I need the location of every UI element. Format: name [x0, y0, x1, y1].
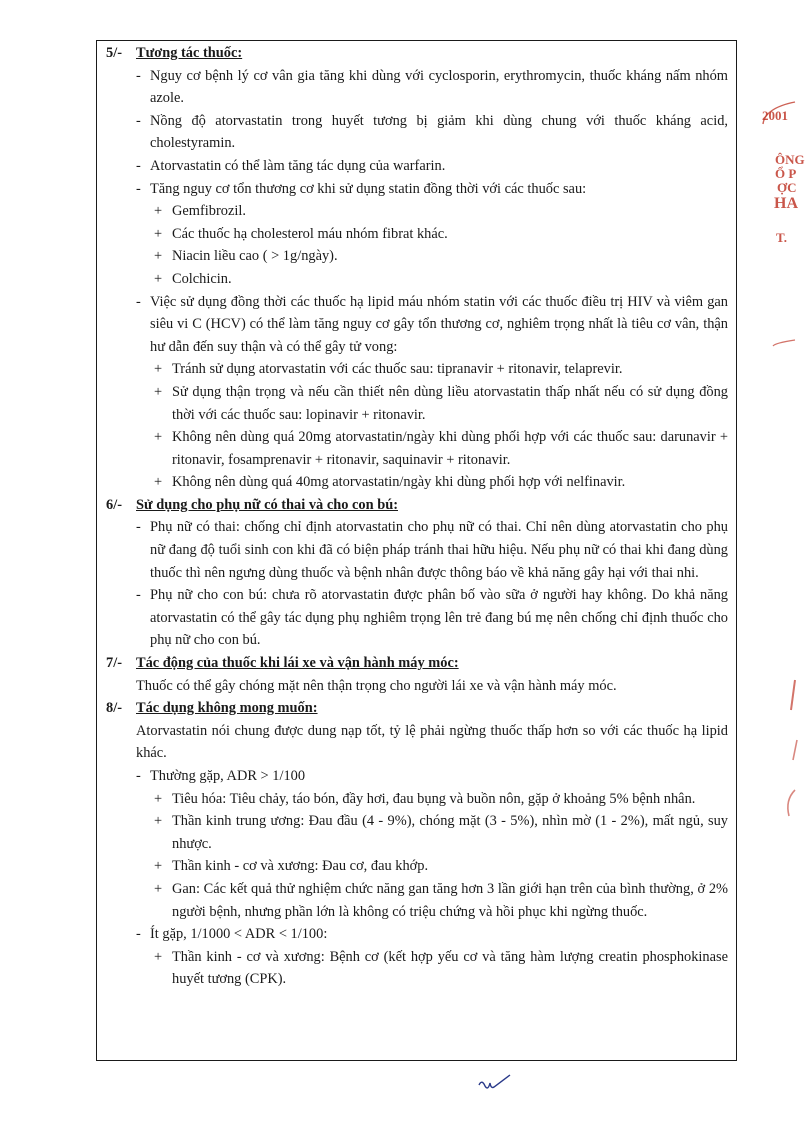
- section-heading: [106, 697, 728, 720]
- section-title: Tương tác thuốc:: [136, 45, 243, 61]
- plus-bullet: +: [154, 790, 163, 807]
- list-item: [106, 855, 728, 878]
- plus-bullet: +: [154, 474, 163, 491]
- item-text: Phụ nữ cho con bú: chưa rõ atorvastatin được phân bố vào sữa ở người hay không. Do khả năng atorvastatin có thể gây tác dụng phụ nghiêm trọng lên trẻ đang bú mẹ nên chống chỉ định thuốc cho phụ nữ cho con bú.: [150, 587, 728, 649]
- dash-bullet: -: [136, 67, 141, 84]
- list-item: [106, 65, 728, 110]
- stamp-fragment-6: T.: [776, 230, 787, 245]
- item-text: Không nên dùng quá 20mg atorvastatin/ngày khi dùng phối hợp với các thuốc sau: darunavir + ritonavir, fosamprenavir + ritonavir, saquinavir + ritonavir.: [172, 429, 728, 468]
- dash-bullet: -: [136, 112, 141, 129]
- list-item: [106, 245, 728, 268]
- plus-bullet: +: [154, 813, 163, 830]
- item-text: Tiêu hóa: Tiêu chảy, táo bón, đầy hơi, đau bụng và buồn nôn, gặp ở khoảng 5% bệnh nhân.: [172, 790, 696, 807]
- item-text: Việc sử dụng đồng thời các thuốc hạ lipid máu nhóm statin với các thuốc điều trị HIV và viêm gan siêu vi C (HCV) có thể làm tăng nguy cơ gây tổn thương cơ, nghiêm trọng nhất là tiêu cơ vân, thận hư dẫn đến suy thận và có thể gây tử vong:: [150, 293, 728, 355]
- list-item: [106, 223, 728, 246]
- stamp-fragment-3: Ổ P: [775, 166, 797, 181]
- list-item: [106, 675, 728, 698]
- dash-bullet: -: [136, 157, 141, 174]
- signature: [476, 1073, 516, 1097]
- section-title: Sử dụng cho phụ nữ có thai và cho con bú:: [136, 496, 398, 513]
- plus-bullet: +: [154, 429, 163, 446]
- list-item: [106, 946, 728, 991]
- plus-bullet: +: [154, 225, 163, 242]
- list-item: [106, 788, 728, 811]
- plus-bullet: +: [154, 948, 163, 965]
- section-number: 7/-: [106, 655, 122, 672]
- item-text: Thuốc có thể gây chóng mặt nên thận trọng cho người lái xe và vận hành máy móc.: [136, 677, 617, 694]
- item-text: Niacin liều cao ( > 1g/ngày).: [172, 248, 338, 265]
- item-text: Atorvastatin nói chung được dung nạp tốt, tỷ lệ phải ngừng thuốc thấp hơn so với các thuốc hạ lipid khác.: [136, 722, 728, 762]
- section-heading: [106, 652, 728, 675]
- item-text: Thần kinh trung ương: Đau đầu (4 - 9%), chóng mặt (3 - 5%), nhìn mờ (1 - 2%), mất ngủ, suy nhược.: [172, 813, 728, 852]
- item-text: Tăng nguy cơ tổn thương cơ khi sử dụng statin đồng thời với các thuốc sau:: [150, 180, 587, 197]
- dash-bullet: -: [136, 180, 141, 197]
- dash-bullet: -: [136, 926, 141, 943]
- plus-bullet: +: [154, 880, 163, 897]
- plus-bullet: +: [154, 361, 163, 378]
- list-item: [106, 923, 728, 946]
- list-item: [106, 516, 728, 584]
- dash-bullet: -: [136, 519, 141, 536]
- list-item: [106, 765, 728, 788]
- plus-bullet: +: [154, 248, 163, 265]
- section-heading: [106, 42, 728, 65]
- item-text: Colchicin.: [172, 270, 232, 287]
- list-item: [106, 358, 728, 381]
- item-text: Phụ nữ có thai: chống chỉ định atorvastatin cho phụ nữ có thai. Chỉ nên dùng atorvastatin cho phụ nữ đang độ tuổi sinh con khi đã có biện pháp tránh thai hữu hiệu. Nếu phụ nữ có thai khi đang dùng thuốc thì nên ngưng dùng thuốc và bệnh nhân được thông báo về khả năng gây hại với thai nhi.: [150, 519, 728, 581]
- item-text: Các thuốc hạ cholesterol máu nhóm fibrat khác.: [172, 225, 448, 242]
- list-item: [106, 268, 728, 291]
- stamp-fragment-1: 2001: [762, 108, 788, 123]
- list-item: [106, 720, 728, 765]
- dash-bullet: -: [136, 293, 141, 310]
- dash-bullet: -: [136, 768, 141, 784]
- plus-bullet: +: [154, 270, 163, 287]
- stamp-fragment-2: ÔNG: [775, 152, 805, 167]
- list-item: [106, 155, 728, 178]
- list-item: [106, 200, 728, 223]
- section-heading: [106, 494, 728, 517]
- list-item: [106, 471, 728, 494]
- list-item: [106, 426, 728, 471]
- item-text: Tránh sử dụng atorvastatin với các thuốc sau: tipranavir + ritonavir, telaprevir.: [172, 361, 623, 378]
- plus-bullet: +: [154, 383, 163, 400]
- section-number: 5/-: [106, 45, 122, 61]
- stamp-fragment-4: ỢC: [777, 180, 797, 195]
- item-text: Gan: Các kết quả thử nghiệm chức năng gan tăng hơn 3 lần giới hạn trên của bình thường, ở 2% người bệnh, nhưng phần lớn là không có triệu chứng và hồi phục khi ngừng thuốc.: [172, 880, 728, 920]
- item-text: Nồng độ atorvastatin trong huyết tương bị giảm khi dùng chung với thuốc kháng acid, cholestyramin.: [150, 112, 728, 152]
- section-title: Tác động của thuốc khi lái xe và vận hành máy móc:: [136, 655, 459, 672]
- dash-bullet: -: [136, 587, 141, 604]
- list-item: [106, 584, 728, 652]
- item-text: Thường gặp, ADR > 1/100: [150, 768, 306, 784]
- item-text: Gemfibrozil.: [172, 203, 246, 220]
- section-number: 6/-: [106, 496, 122, 513]
- list-item: [106, 381, 728, 426]
- item-text: Không nên dùng quá 40mg atorvastatin/ngày khi dùng phối hợp với nelfinavir.: [172, 474, 626, 491]
- item-text: Ít gặp, 1/1000 < ADR < 1/100:: [150, 926, 328, 943]
- section-title: Tác dụng không mong muốn:: [136, 700, 318, 717]
- item-text: Thần kinh - cơ và xương: Bệnh cơ (kết hợp yếu cơ và tăng hàm lượng creatin phosphokinase huyết tương (CPK).: [172, 948, 728, 988]
- document-body: [106, 42, 728, 991]
- item-text: Nguy cơ bệnh lý cơ vân gia tăng khi dùng với cyclosporin, erythromycin, thuốc kháng nấm nhóm azole.: [150, 67, 728, 107]
- stamp-arc: [755, 100, 799, 820]
- item-text: Atorvastatin có thể làm tăng tác dụng của warfarin.: [150, 157, 446, 174]
- list-item: [106, 810, 728, 855]
- item-text: Sử dụng thận trọng và nếu cần thiết nên dùng liều atorvastatin thấp nhất nếu có sử dụng đồng thời với các thuốc sau: lopinavir + ritonavir.: [172, 383, 728, 423]
- list-item: [106, 878, 728, 923]
- list-item: [106, 178, 728, 201]
- item-text: Thần kinh - cơ và xương: Đau cơ, đau khớp.: [172, 858, 429, 875]
- section-number: 8/-: [106, 700, 122, 717]
- list-item: [106, 110, 728, 155]
- plus-bullet: +: [154, 203, 163, 220]
- plus-bullet: +: [154, 858, 163, 875]
- stamp-fragment-5: HA: [774, 195, 798, 212]
- list-item: [106, 291, 728, 359]
